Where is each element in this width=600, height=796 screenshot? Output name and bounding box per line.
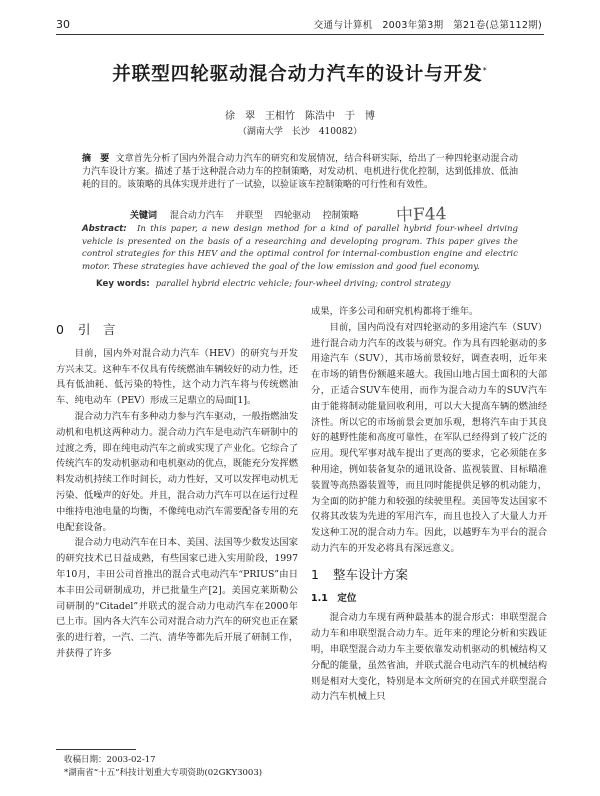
keyword: 四轮驱动 — [274, 211, 311, 221]
subsection-title: 定位 — [337, 592, 357, 604]
page-number: 30 — [56, 18, 70, 31]
abstract-label: 摘 要 — [82, 154, 110, 164]
abstract-en-text: In this paper, a new design method for a kind of parallel hybrid four-wheel driving vehicle is presented on the basis of a researching and developing program. This paper gives the control strategies for this HEV and the optimal control for internal-combustion engine and electric motor. These strategies have achieved the goal of the low emission and good fuel economy. — [82, 224, 518, 272]
keywords-label: 关键词 — [130, 211, 158, 221]
abstract-english — [82, 223, 518, 273]
subsection-heading — [311, 591, 547, 607]
keywords-chinese — [130, 208, 368, 221]
paragraph-continuation: 成果，许多公司和研究机构都将于维年。 — [311, 306, 479, 317]
section-heading — [56, 322, 298, 338]
footnote-rule — [56, 749, 136, 750]
left-column — [56, 322, 298, 662]
paragraph: 混合动力电动汽车在日本、美国、法国等少数发达国家的研究技术已日益成熟，有些国家已进入实用阶段，1997年10月，丰田公司首推出的混合式电动汽车“PRIUS”由日本丰田公司研制成功，并已批量生产[2]。美国克莱斯勒公司研制的“Citadel”并联式的混合动力电动汽车在2000年已上市。国内各大汽车公司对混合动力汽车的研究也正在紧张的进行着，一汽、二汽、清华等都先后开展了研制工作，并获得了许多 — [56, 537, 298, 659]
section-title: 引 言 — [77, 322, 116, 337]
abstract-chinese — [82, 153, 518, 191]
paragraph: 混合动力车现有两种最基本的混合形式：串联型混合动力车和串联型混合动力车。近年来的理论分析和实践证明，串联型混合动力车主要依靠发动机驱动的机械结构又分配的能量，虽然省油，并联式混合电动汽车的机械结构则是相对大变化，特别是本文所研究的在国式并联型混合动力汽车机械上只 — [311, 612, 547, 703]
paragraph: 混合动力汽车有多种动力参与汽车驱动，一般指燃油发动机和电机这两种动力。混合动力汽车是电动汽车研制中的过渡之秀，即在纯电动汽车之前或实现了产业化。它综合了传统汽车的发动机驱动和电机驱动的优点，既能充分发挥燃料发动机持续工作时间长，动力性好，又可以发挥电动机无污染、低噪声的好处。并且，混合动力汽车可以在运行过程中维持电池电量的均衡，不像纯电动汽车需要配备专用的充电配套设备。 — [56, 410, 298, 533]
keywords-english — [96, 279, 451, 289]
right-column — [311, 304, 547, 705]
journal-header: 交通与计算机 2003年第3期 第21卷(总第112期) — [313, 20, 542, 31]
keyword: 控制策略 — [322, 211, 359, 221]
subsection-number: 1.1 — [311, 592, 328, 604]
keywords-en-label: Key words: — [96, 279, 150, 289]
section-number: 1 — [311, 566, 319, 582]
keyword: 并联型 — [235, 211, 263, 221]
paper-title — [0, 60, 600, 86]
keywords-en-text: parallel hybrid electric vehicle; four-wheel driving; control strategy — [155, 279, 451, 289]
abstract-en-label: Abstract: — [82, 224, 127, 234]
paper-title-text: 并联型四轮驱动混合动力汽车的设计与开发 — [112, 64, 483, 85]
affiliation: （湖南大学 长沙 410082） — [237, 127, 363, 137]
paragraph: 目前，国内外对混合动力汽车（HEV）的研究与开发方兴未艾。这种车不仅具有传统燃油车辆较好的动力性，还具有低油耗、低污染的特性，这个动力汽车将与传统燃油车、纯电动车（PEV）形成三足鼎立的局面[1]。 — [56, 347, 298, 407]
footnote-fund: *湖南省“十五”科技计划重大专项资助(02GKY3003) — [64, 768, 263, 778]
title-footnote-mark: * — [482, 65, 488, 75]
abstract-text: 文章首先分析了国内外混合动力汽车的研究和发展情况，结合科研实际，给出了一种四轮驱动混合动力汽车设计方案。描述了基于这种混合动力车的控制策略，对发动机、电机进行优化控制，达到低排放、低油耗的目的。该策略的具体实现并进行了一试验，以验证该车控制策略的可行性和有效性。 — [82, 154, 518, 190]
section-number: 0 — [56, 322, 64, 337]
footnote-received: 收稿日期：2003-02-17 — [64, 755, 156, 765]
section-title: 整车设计方案 — [332, 566, 408, 582]
author-list: 徐 翠 王相竹 陈浩中 于 博 — [225, 111, 375, 122]
paragraph: 目前，国内尚没有对四轮驱动的多用途汽车（SUV）进行混合动力汽车的改装与研究。作为具有四轮驱动的多用途汽车（SUV），其市场前景较好，调查表明，近年来在市场的销售份额越来越大。我国山地占国土面积的大部分，正适合SUV车使用，而作为混合动力车的SUV汽车由于能将制动能量回收利用，可以大大提高车辆的燃油经济性。所以它的市场前景会更加乐观，想将汽车由于其良好的越野性能和高度可靠性，在军队已经得到了较广泛的应用。现代军事对战车提出了更高的要求，它必须能在多种用途，例如装备复杂的通讯设备、监视装置、目标瞄准装置等高热器装置等，而且同时能提供足够的机动能力，为全面的防护能力和较强的续驶里程。美国等发达国家不仅将其改装为先进的军用汽车，而且也投入了大量人力开发这种工况的混合动力车。因此，以越野车为平台的混合动力汽车的开发必将具有深远意义。 — [311, 321, 547, 554]
handwritten-note: 中F44 — [395, 204, 447, 226]
keyword: 混合动力汽车 — [169, 211, 224, 221]
section-heading — [311, 567, 547, 583]
header-rule — [56, 34, 544, 35]
